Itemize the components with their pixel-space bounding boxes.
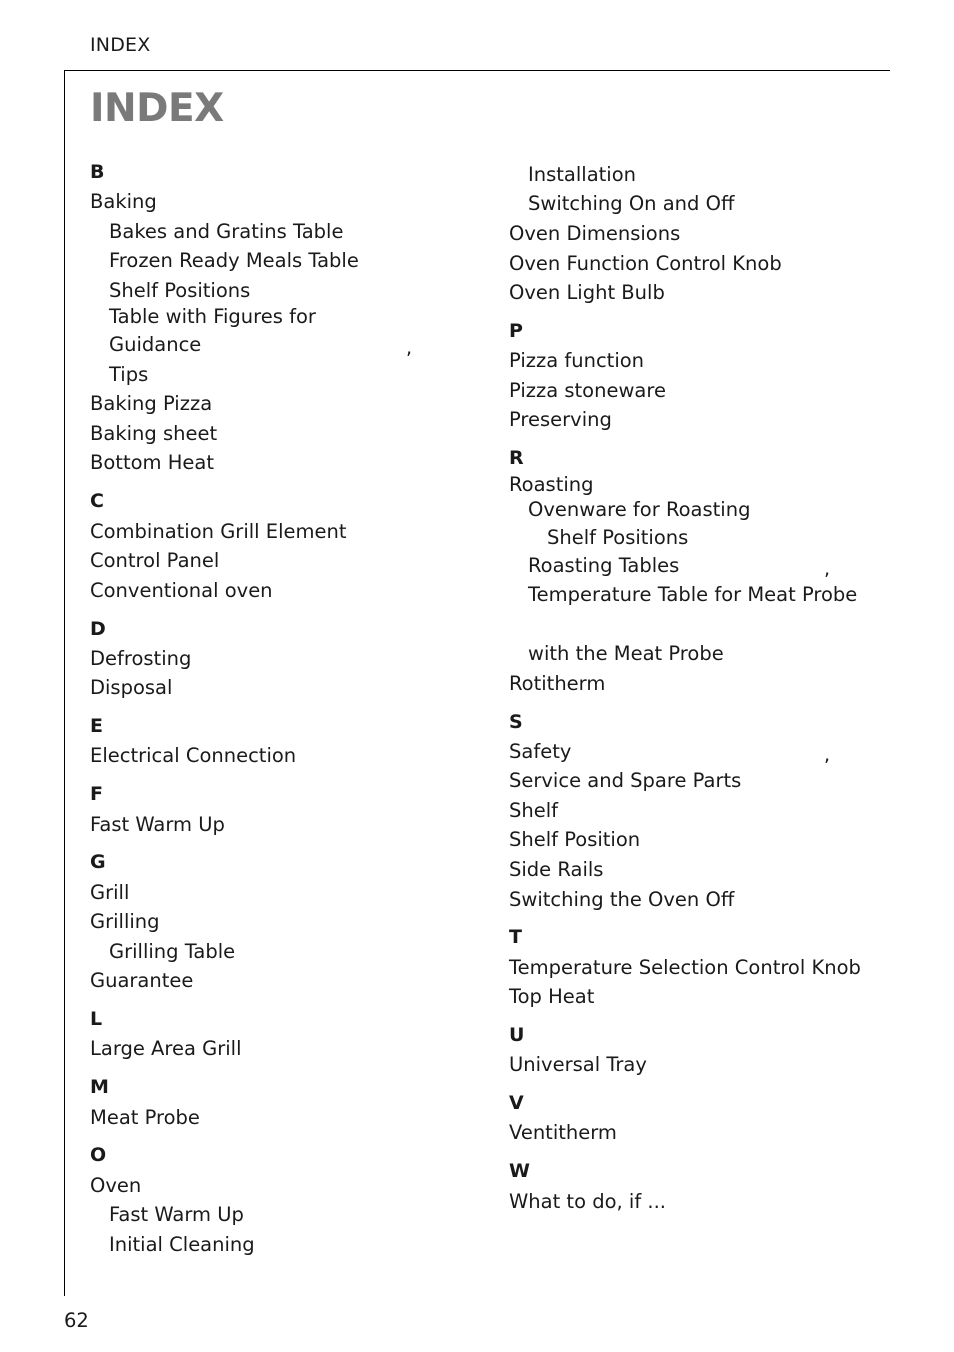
- index-entry: Universal Tray: [509, 1053, 647, 1076]
- index-letter-heading: C: [90, 490, 104, 512]
- index-entry: Top Heat: [509, 985, 595, 1008]
- index-entry: Baking: [90, 190, 157, 213]
- index-letter-heading: B: [90, 161, 105, 183]
- index-entry: Oven Function Control Knob: [509, 252, 782, 275]
- index-letter-heading: P: [509, 320, 523, 342]
- index-subentry: Frozen Ready Meals Table: [109, 249, 359, 272]
- separator-comma: ,: [824, 744, 831, 766]
- running-header: INDEX: [90, 34, 151, 56]
- index-subentry: Shelf Positions: [547, 526, 689, 549]
- index-subentry: Fast Warm Up: [109, 1203, 244, 1226]
- index-entry: Shelf: [509, 799, 559, 822]
- separator-comma: ,: [824, 558, 831, 580]
- index-entry: Electrical Connection: [90, 744, 297, 767]
- index-entry: Oven Light Bulb: [509, 281, 665, 304]
- index-subentry: Initial Cleaning: [109, 1233, 255, 1256]
- index-letter-heading: L: [90, 1008, 103, 1030]
- index-letter-heading: S: [509, 711, 523, 733]
- index-entry: Side Rails: [509, 858, 604, 881]
- index-entry: Fast Warm Up: [90, 813, 225, 836]
- margin-rule: [64, 70, 65, 1296]
- index-subentry: Installation: [528, 163, 637, 186]
- index-entry: Roasting: [509, 473, 594, 496]
- index-subentry: Table with Figures for: [109, 305, 316, 328]
- index-entry: Preserving: [509, 408, 612, 431]
- index-subentry: Shelf Positions: [109, 279, 251, 302]
- index-letter-heading: E: [90, 715, 103, 737]
- index-letter-heading: F: [90, 783, 103, 805]
- index-entry: Rotitherm: [509, 672, 606, 695]
- index-entry: Disposal: [90, 676, 173, 699]
- index-entry: Guarantee: [90, 969, 194, 992]
- index-entry: Defrosting: [90, 647, 192, 670]
- index-entry: Grill: [90, 881, 130, 904]
- index-subentry: Ovenware for Roasting: [528, 498, 751, 521]
- index-entry: What to do, if ...: [509, 1190, 666, 1213]
- index-subentry: Grilling Table: [109, 940, 236, 963]
- index-entry: Baking Pizza: [90, 392, 213, 415]
- index-letter-heading: D: [90, 618, 106, 640]
- index-entry: Oven: [90, 1174, 142, 1197]
- index-letter-heading: M: [90, 1076, 109, 1098]
- index-entry: Control Panel: [90, 549, 220, 572]
- index-letter-heading: U: [509, 1024, 525, 1046]
- index-entry: Pizza stoneware: [509, 379, 666, 402]
- index-letter-heading: R: [509, 447, 524, 469]
- index-letter-heading: O: [90, 1144, 107, 1166]
- index-entry: Large Area Grill: [90, 1037, 242, 1060]
- page-number: 62: [64, 1309, 89, 1332]
- index-entry: Combination Grill Element: [90, 520, 347, 543]
- index-entry: Safety: [509, 740, 572, 763]
- index-entry: Oven Dimensions: [509, 222, 681, 245]
- index-subentry: Guidance: [109, 333, 202, 356]
- index-entry: Pizza function: [509, 349, 645, 372]
- header-rule: [64, 70, 890, 71]
- index-subentry: Roasting Tables: [528, 554, 680, 577]
- index-entry: Shelf Position: [509, 828, 641, 851]
- index-entry: Meat Probe: [90, 1106, 200, 1129]
- index-letter-heading: T: [509, 926, 522, 948]
- index-entry: Baking sheet: [90, 422, 218, 445]
- index-subentry: Bakes and Gratins Table: [109, 220, 344, 243]
- index-subentry: Temperature Table for Meat Probe: [528, 583, 858, 606]
- separator-comma: ,: [406, 337, 413, 359]
- index-letter-heading: G: [90, 851, 106, 873]
- index-entry: Ventitherm: [509, 1121, 617, 1144]
- index-subentry: Tips: [109, 363, 149, 386]
- page-title: INDEX: [90, 86, 224, 131]
- index-letter-heading: V: [509, 1092, 524, 1114]
- index-subentry: with the Meat Probe: [528, 642, 724, 665]
- index-letter-heading: W: [509, 1160, 530, 1182]
- index-entry: Bottom Heat: [90, 451, 214, 474]
- index-entry: Switching the Oven Off: [509, 888, 735, 911]
- index-entry: Conventional oven: [90, 579, 273, 602]
- index-entry: Temperature Selection Control Knob: [509, 956, 861, 979]
- index-entry: Service and Spare Parts: [509, 769, 742, 792]
- index-subentry: Switching On and Off: [528, 192, 735, 215]
- index-entry: Grilling: [90, 910, 160, 933]
